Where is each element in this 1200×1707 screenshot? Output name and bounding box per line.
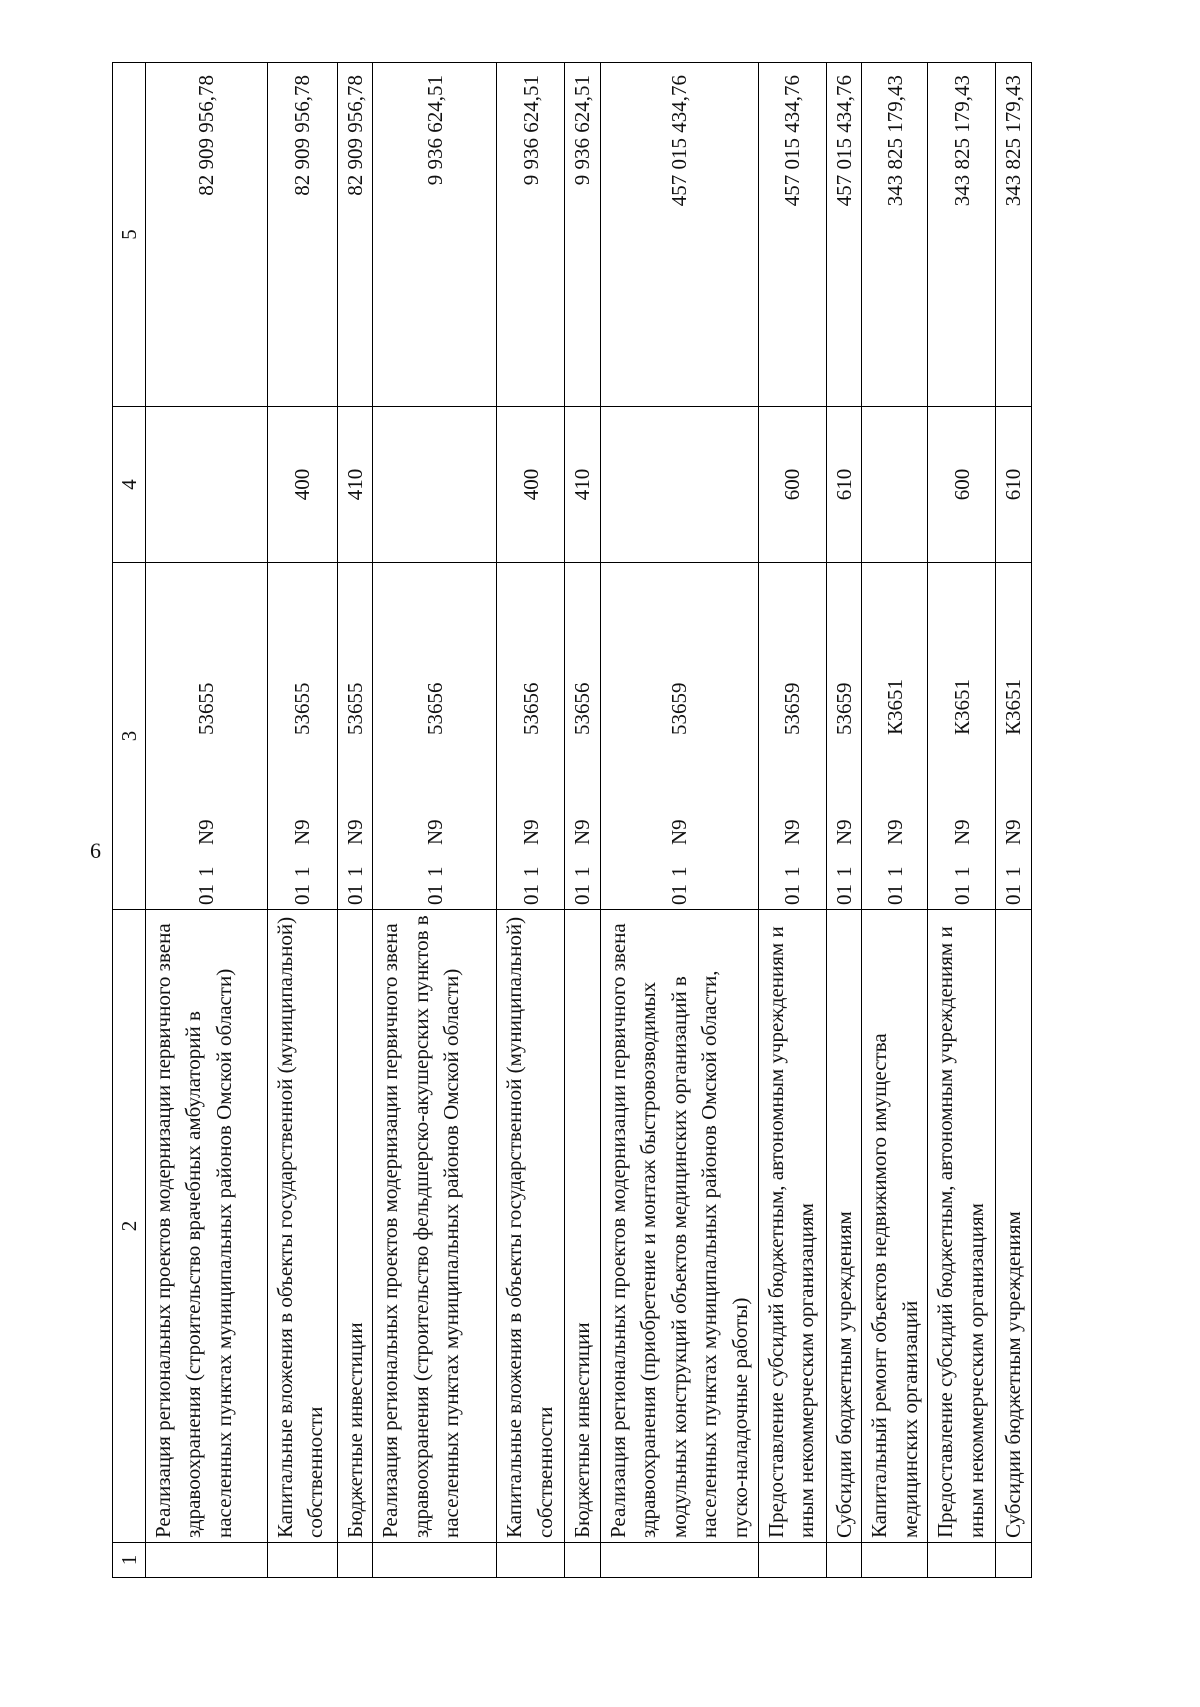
- table-body: [146, 63, 1032, 1578]
- expense-name-cell: Субсидии бюджетным учреждениям: [996, 910, 1031, 1543]
- code-part-2: 1: [290, 866, 315, 877]
- code-parts: [777, 563, 807, 909]
- rotated-table-container: [112, 68, 1065, 1578]
- code-part-4: 53659: [667, 682, 692, 735]
- row-number-cell: [758, 1543, 826, 1578]
- code-part-2: 1: [780, 866, 805, 877]
- row-number-cell: [373, 1543, 497, 1578]
- code-parts: [664, 563, 694, 909]
- amount-cell: 343 825 179,43: [996, 63, 1031, 407]
- header-col-5: 5: [113, 63, 146, 407]
- code-part-3: N9: [831, 819, 856, 845]
- expense-name-cell: Субсидии бюджетным учреждениям: [826, 910, 861, 1543]
- code-part-1: 01: [343, 884, 367, 905]
- code-part-4: 53655: [290, 682, 315, 735]
- code-part-1: 01: [290, 884, 315, 905]
- code-part-4: 53655: [343, 682, 367, 735]
- table-row: [338, 63, 373, 1578]
- code-part-2: 1: [949, 866, 974, 877]
- code-part-1: 01: [518, 884, 543, 905]
- code-part-3: N9: [882, 819, 907, 845]
- table-row: [862, 63, 928, 1578]
- target-article-code-cell: [996, 563, 1031, 910]
- expense-type-cell: 610: [826, 407, 861, 563]
- code-part-4: 53659: [831, 682, 856, 735]
- code-parts: [420, 563, 450, 909]
- expense-type-cell: [146, 407, 268, 563]
- target-article-code-cell: [758, 563, 826, 910]
- table-row: [497, 63, 565, 1578]
- code-part-4: К3651: [949, 678, 974, 735]
- page-number: 6: [90, 838, 101, 863]
- code-part-3: N9: [343, 819, 367, 845]
- code-part-2: 1: [667, 866, 692, 877]
- code-part-1: 01: [831, 884, 856, 905]
- table-row: [826, 63, 861, 1578]
- header-col-2: 2: [113, 910, 146, 1543]
- expense-name-cell: Капитальный ремонт объектов недвижимого имущества медицинских организаций: [862, 910, 928, 1543]
- code-part-3: N9: [518, 819, 543, 845]
- row-number-cell: [862, 1543, 928, 1578]
- expense-type-cell: 600: [758, 407, 826, 563]
- expense-type-cell: 610: [996, 407, 1031, 563]
- row-number-cell: [928, 1543, 996, 1578]
- code-part-1: 01: [194, 884, 219, 905]
- target-article-code-cell: [338, 563, 373, 910]
- code-parts: [880, 563, 910, 909]
- row-number-cell: [565, 1543, 600, 1578]
- code-part-3: N9: [780, 819, 805, 845]
- code-part-1: 01: [780, 884, 805, 905]
- code-parts: [829, 563, 859, 909]
- target-article-code-cell: [565, 563, 600, 910]
- expense-type-cell: [862, 407, 928, 563]
- code-part-2: 1: [1001, 866, 1026, 877]
- amount-cell: 457 015 434,76: [600, 63, 758, 407]
- code-part-1: 01: [422, 884, 447, 905]
- table-row: [565, 63, 600, 1578]
- expense-name-cell: Реализация региональных проектов модернизации первичного звена здравоохранения (строительство врачебных амбулаторий в населенных пунктах муниципальных районов Омской области): [146, 910, 268, 1543]
- code-part-4: 53656: [570, 682, 595, 735]
- target-article-code-cell: [600, 563, 758, 910]
- code-part-4: К3651: [882, 678, 907, 735]
- expense-name-cell: Предоставление субсидий бюджетным, автономным учреждениям и иным некоммерческим организациям: [758, 910, 826, 1543]
- code-part-2: 1: [831, 866, 856, 877]
- header-col-1: 1: [113, 1543, 146, 1578]
- row-number-cell: [600, 1543, 758, 1578]
- row-number-cell: [826, 1543, 861, 1578]
- code-part-4: 53656: [518, 682, 543, 735]
- expense-type-cell: 400: [268, 407, 338, 563]
- amount-cell: 9 936 624,51: [373, 63, 497, 407]
- table-row: [373, 63, 497, 1578]
- code-part-2: 1: [570, 866, 595, 877]
- target-article-code-cell: [268, 563, 338, 910]
- amount-cell: 343 825 179,43: [928, 63, 996, 407]
- amount-cell: 82 909 956,78: [268, 63, 338, 407]
- code-part-3: N9: [1001, 819, 1026, 845]
- expense-type-cell: [600, 407, 758, 563]
- amount-cell: 343 825 179,43: [862, 63, 928, 407]
- code-part-2: 1: [882, 866, 907, 877]
- table-row: [146, 63, 268, 1578]
- code-part-2: 1: [194, 866, 219, 877]
- row-number-cell: [268, 1543, 338, 1578]
- target-article-code-cell: [826, 563, 861, 910]
- amount-cell: 9 936 624,51: [565, 63, 600, 407]
- code-part-1: 01: [667, 884, 692, 905]
- code-parts: [998, 563, 1028, 909]
- amount-cell: 82 909 956,78: [338, 63, 373, 407]
- amount-cell: 457 015 434,76: [826, 63, 861, 407]
- code-part-3: N9: [949, 819, 974, 845]
- row-number-cell: [146, 1543, 268, 1578]
- header-col-3: 3: [113, 563, 146, 910]
- row-number-cell: [497, 1543, 565, 1578]
- code-parts: [191, 563, 221, 909]
- amount-cell: 82 909 956,78: [146, 63, 268, 407]
- target-article-code-cell: [146, 563, 268, 910]
- header-col-4: 4: [113, 407, 146, 563]
- table-row: [600, 63, 758, 1578]
- row-number-cell: [996, 1543, 1031, 1578]
- code-part-1: 01: [570, 884, 595, 905]
- amount-cell: 457 015 434,76: [758, 63, 826, 407]
- code-part-4: 53659: [780, 682, 805, 735]
- code-part-2: 1: [343, 866, 367, 877]
- code-part-1: 01: [1001, 884, 1026, 905]
- expense-name-cell: Бюджетные инвестиции: [338, 910, 373, 1543]
- code-part-3: N9: [194, 819, 219, 845]
- code-parts: [516, 563, 546, 909]
- code-part-4: К3651: [1001, 678, 1026, 735]
- code-part-2: 1: [518, 866, 543, 877]
- target-article-code-cell: [497, 563, 565, 910]
- expense-name-cell: Реализация региональных проектов модернизации первичного звена здравоохранения (приобретение и монтаж быстровозводимых модульных конструкций объектов медицинских организаций в населенных пунктах муниципальных районов Омской области, пуско-наладочные работы): [600, 910, 758, 1543]
- code-part-3: N9: [570, 819, 595, 845]
- code-part-4: 53656: [422, 682, 447, 735]
- table-row: [928, 63, 996, 1578]
- code-parts: [947, 563, 977, 909]
- expense-name-cell: Предоставление субсидий бюджетным, автономным учреждениям и иным некоммерческим организациям: [928, 910, 996, 1543]
- expense-type-cell: 410: [565, 407, 600, 563]
- target-article-code-cell: [928, 563, 996, 910]
- code-parts: [287, 563, 317, 909]
- expense-name-cell: Бюджетные инвестиции: [565, 910, 600, 1543]
- table-row: [996, 63, 1031, 1578]
- expense-type-cell: 400: [497, 407, 565, 563]
- code-part-1: 01: [949, 884, 974, 905]
- row-number-cell: [338, 1543, 373, 1578]
- code-part-4: 53655: [194, 682, 219, 735]
- expense-name-cell: Реализация региональных проектов модернизации первичного звена здравоохранения (строительство фельдшерско-акушерских пунктов в населенных пунктах муниципальных районов Омской области): [373, 910, 497, 1543]
- code-part-2: 1: [422, 866, 447, 877]
- code-parts: [567, 563, 597, 909]
- expense-type-cell: [373, 407, 497, 563]
- header-row: [113, 63, 146, 1578]
- expense-name-cell: Капитальные вложения в объекты государственной (муниципальной) собственности: [268, 910, 338, 1543]
- expense-type-cell: 600: [928, 407, 996, 563]
- code-part-3: N9: [667, 819, 692, 845]
- amount-cell: 9 936 624,51: [497, 63, 565, 407]
- table-row: [268, 63, 338, 1578]
- target-article-code-cell: [862, 563, 928, 910]
- budget-table: [112, 62, 1032, 1578]
- code-part-3: N9: [290, 819, 315, 845]
- code-part-3: N9: [422, 819, 447, 845]
- target-article-code-cell: [373, 563, 497, 910]
- table-row: [758, 63, 826, 1578]
- code-part-1: 01: [882, 884, 907, 905]
- expense-type-cell: 410: [338, 407, 373, 563]
- code-parts: [340, 563, 370, 909]
- expense-name-cell: Капитальные вложения в объекты государственной (муниципальной) собственности: [497, 910, 565, 1543]
